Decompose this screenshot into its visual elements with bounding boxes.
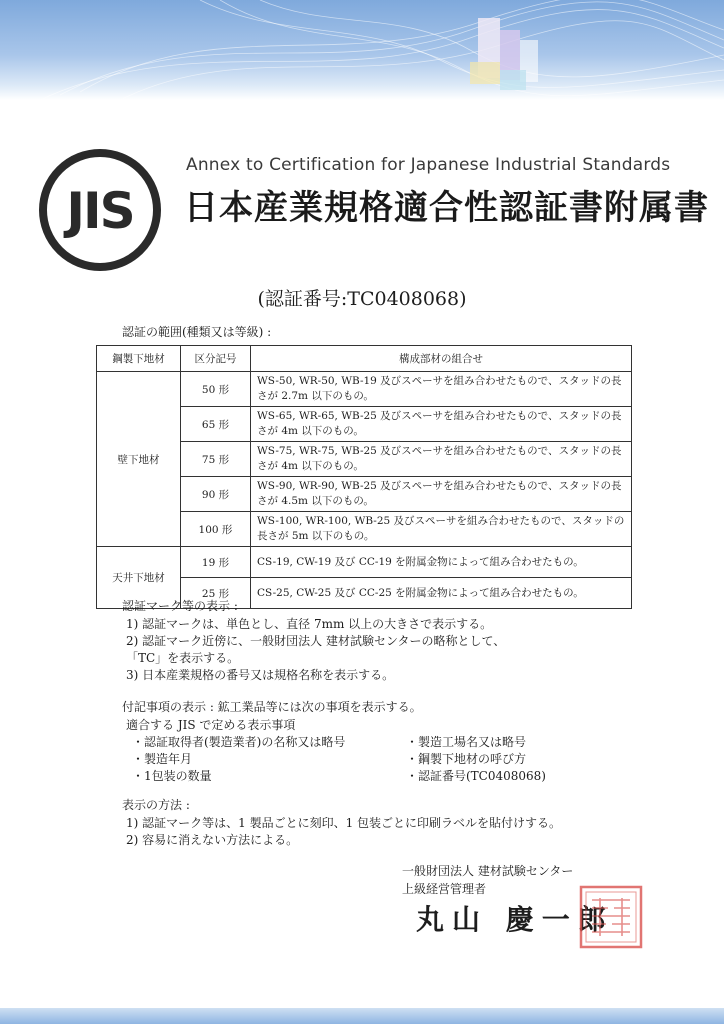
composition-cell: WS-90, WR-90, WB-25 及びスペーサを組み合わせたもので、スタッドの長さが 4.5m 以下のもの。 bbox=[251, 477, 632, 512]
list-item: ・製造年月 bbox=[132, 752, 193, 766]
issuer-position: 上級経営管理者 bbox=[402, 882, 487, 896]
scope-table bbox=[96, 345, 632, 609]
code-cell: 75 形 bbox=[181, 442, 251, 477]
column-header: 区分記号 bbox=[181, 346, 251, 372]
section-subheading: 適合する JIS で定める表示事項 bbox=[126, 718, 296, 732]
composition-cell: WS-75, WR-75, WB-25 及びスペーサを組み合わせたもので、スタッドの長さが 4m 以下のもの。 bbox=[251, 442, 632, 477]
annex-title: Annex to Certification for Japanese Industrial Standards bbox=[186, 155, 671, 175]
section-heading: 付記事項の表示 : 鉱工業品等には次の事項を表示する。 bbox=[122, 700, 422, 714]
footer-band bbox=[0, 1008, 724, 1024]
banner-waves-graphic bbox=[0, 0, 724, 100]
list-item: 「TC」を表示する。 bbox=[126, 651, 240, 665]
list-item: ・認証取得者(製造業者)の名称又は略号 bbox=[132, 735, 346, 749]
composition-cell: WS-50, WR-50, WB-19 及びスペーサを組み合わせたもので、スタッドの長さが 2.7m 以下のもの。 bbox=[251, 372, 632, 407]
list-item: 2) 容易に消えない方法による。 bbox=[126, 833, 299, 847]
table-row bbox=[97, 547, 632, 578]
header-banner bbox=[0, 0, 724, 100]
list-item: ・鋼製下地材の呼び方 bbox=[406, 752, 527, 766]
section-heading: 認証マーク等の表示 : bbox=[122, 599, 238, 613]
code-cell: 100 形 bbox=[181, 512, 251, 547]
supplementary-section bbox=[122, 699, 682, 785]
column-header: 鋼製下地材 bbox=[97, 346, 181, 372]
code-cell: 25 形 bbox=[181, 578, 251, 609]
official-seal bbox=[578, 884, 644, 950]
code-cell: 19 形 bbox=[181, 547, 251, 578]
list-item: 1) 認証マーク等は、1 製品ごとに刻印、1 包装ごとに印刷ラベルを貼付けする。 bbox=[126, 816, 562, 830]
type-cell: 壁下地材 bbox=[97, 372, 181, 547]
jis-logo bbox=[38, 148, 162, 272]
list-item: ・製造工場名又は略号 bbox=[406, 735, 527, 749]
column-header: 構成部材の組合せ bbox=[251, 346, 632, 372]
list-item: ・1包装の数量 bbox=[132, 769, 212, 783]
list-item: 3) 日本産業規格の番号又は規格名称を表示する。 bbox=[126, 668, 395, 682]
list-item: 1) 認証マークは、単色とし、直径 7mm 以上の大きさで表示する。 bbox=[126, 617, 493, 631]
certificate-number: (認証番号:TC0408068) bbox=[257, 288, 467, 310]
mark-display-section bbox=[122, 598, 505, 684]
display-items bbox=[122, 734, 682, 785]
issuer-organization: 一般財団法人 建材試験センター bbox=[402, 864, 574, 878]
type-cell: 天井下地材 bbox=[97, 547, 181, 609]
main-title: 日本産業規格適合性認証書附属書 bbox=[184, 188, 709, 228]
svg-text:JIS: JIS bbox=[66, 182, 134, 240]
code-cell: 90 形 bbox=[181, 477, 251, 512]
list-item: ・認証番号(TC0408068) bbox=[406, 769, 546, 783]
list-item: 2) 認証マーク近傍に、一般財団法人 建材試験センターの略称として、 bbox=[126, 634, 506, 648]
issuer-block bbox=[402, 862, 573, 898]
scope-heading: 認証の範囲(種類又は等級) : bbox=[122, 325, 272, 339]
code-cell: 50 形 bbox=[181, 372, 251, 407]
composition-cell: WS-100, WR-100, WB-25 及びスペーサを組み合わせたもので、スタッドの長さが 5m 以下のもの。 bbox=[251, 512, 632, 547]
table-header-row bbox=[97, 346, 632, 372]
section-heading: 表示の方法 : bbox=[122, 798, 190, 812]
code-cell: 65 形 bbox=[181, 407, 251, 442]
composition-cell: WS-65, WR-65, WB-25 及びスペーサを組み合わせたもので、スタッドの長さが 4m 以下のもの。 bbox=[251, 407, 632, 442]
method-section bbox=[122, 797, 561, 849]
signature: 丸山 慶一郎 bbox=[416, 903, 614, 936]
composition-cell: CS-25, CW-25 及び CC-25 を附属金物によって組み合わせたもの。 bbox=[251, 578, 632, 609]
table-row bbox=[97, 372, 632, 407]
composition-cell: CS-19, CW-19 及び CC-19 を附属金物によって組み合わせたもの。 bbox=[251, 547, 632, 578]
